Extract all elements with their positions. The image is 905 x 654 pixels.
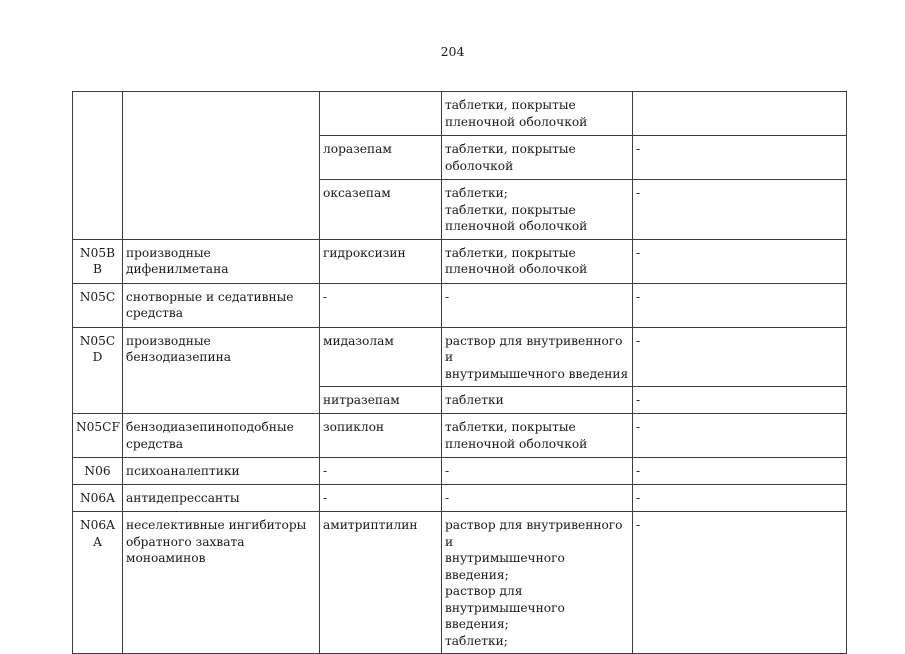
table-row [73,283,847,327]
note-cell: - [633,283,847,327]
drug-name-cell: - [320,283,442,327]
note-cell: - [633,458,847,485]
note-cell: - [633,136,847,180]
note-cell: - [633,512,847,654]
atc-code-cell: N06A [73,485,123,512]
note-cell: - [633,414,847,458]
group-name-cell [123,92,320,240]
group-name-cell: неселективные ингибиторы обратного захвата моноаминов [123,512,320,654]
note-cell: - [633,327,847,387]
drug-name-cell: мидазолам [320,327,442,387]
table-row [73,239,847,283]
group-name-cell: психоаналептики [123,458,320,485]
atc-code-cell: N05C [73,283,123,327]
dosage-form-cell: таблетки, покрытые пленочной оболочкой [442,239,633,283]
note-cell [633,92,847,136]
note-cell: - [633,387,847,414]
dosage-form-cell: таблетки, покрытые пленочной оболочкой [442,92,633,136]
table-row [73,512,847,654]
atc-code-cell: N05CF [73,414,123,458]
drug-name-cell: гидроксизин [320,239,442,283]
dosage-form-cell: - [442,283,633,327]
group-name-cell: производные дифенилметана [123,239,320,283]
atc-code-cell: N06 [73,458,123,485]
page-number: 204 [440,44,465,59]
table-row [73,485,847,512]
atc-code-cell: N06A A [73,512,123,654]
dosage-form-cell: таблетки, покрытые оболочкой [442,136,633,180]
drug-name-cell: нитразепам [320,387,442,414]
atc-code-cell: N05B B [73,239,123,283]
dosage-form-cell: раствор для внутривенного и внутримышечного введения [442,327,633,387]
note-cell: - [633,239,847,283]
drug-name-cell [320,92,442,136]
table-row [73,458,847,485]
drug-name-cell: зопиклон [320,414,442,458]
dosage-form-cell: раствор для внутривенного и внутримышечного введения; раствор для внутримышечного введения; таблетки; [442,512,633,654]
dosage-form-cell: таблетки, покрытые пленочной оболочкой [442,414,633,458]
dosage-form-cell: таблетки; таблетки, покрытые пленочной оболочкой [442,180,633,240]
atc-code-cell [73,92,123,240]
drug-table [72,91,847,654]
group-name-cell: производные бензодиазепина [123,327,320,414]
note-cell: - [633,485,847,512]
drug-name-cell: оксазепам [320,180,442,240]
dosage-form-cell: - [442,485,633,512]
table-row [73,327,847,387]
table-row [73,92,847,136]
note-cell: - [633,180,847,240]
group-name-cell: бензодиазепиноподобные средства [123,414,320,458]
dosage-form-cell: таблетки [442,387,633,414]
atc-code-cell: N05C D [73,327,123,414]
drug-name-cell: лоразепам [320,136,442,180]
group-name-cell: снотворные и седативные средства [123,283,320,327]
dosage-form-cell: - [442,458,633,485]
drug-name-cell: амитриптилин [320,512,442,654]
drug-name-cell: - [320,458,442,485]
table-row [73,414,847,458]
drug-name-cell: - [320,485,442,512]
group-name-cell: антидепрессанты [123,485,320,512]
